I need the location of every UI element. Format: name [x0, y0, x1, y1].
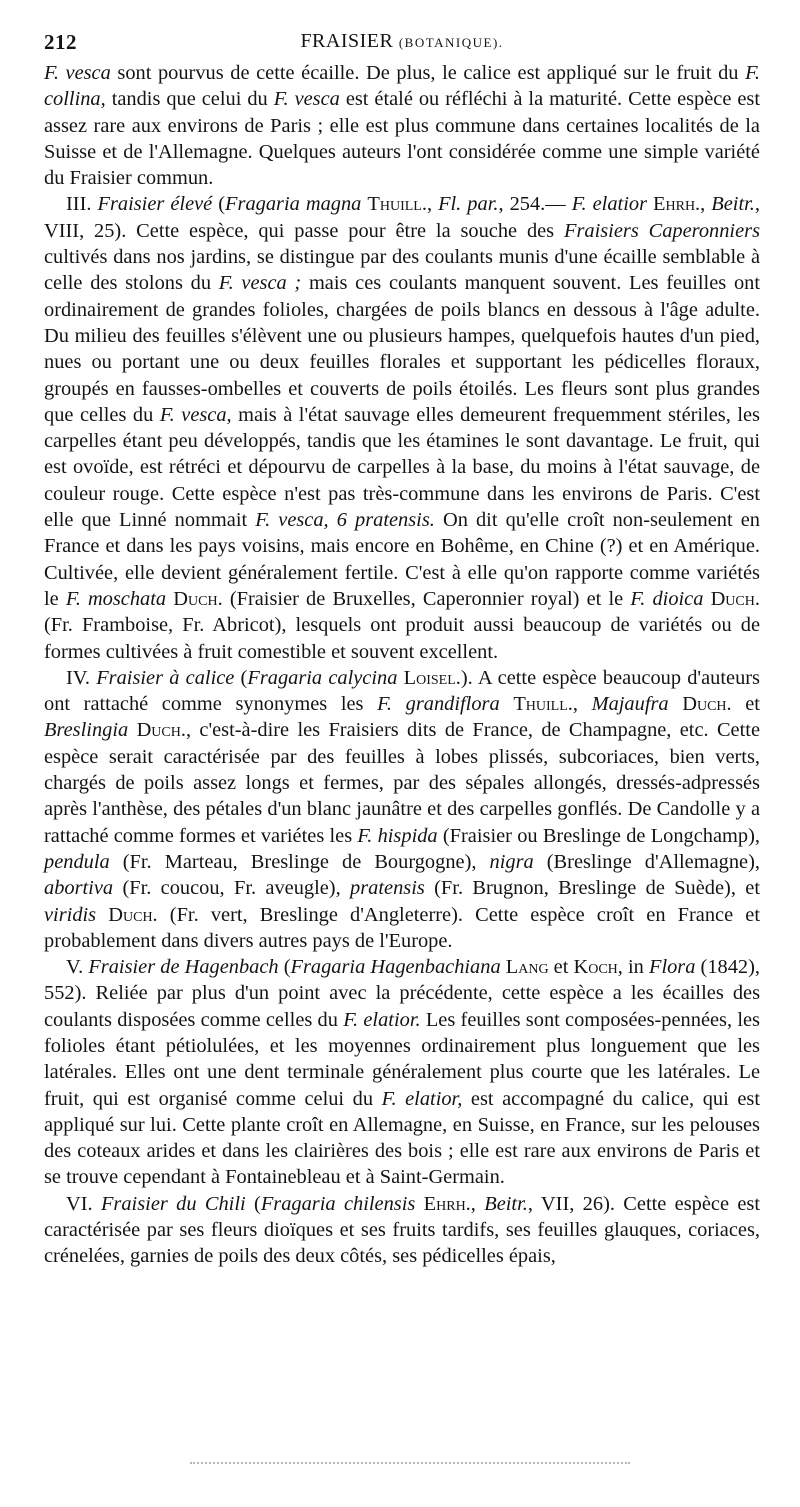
text-run: est accompagné du calice, qui est appliqué sur lui. Cette plante croît en Allemagne, en Suisse, en France, sur les pelouses des coteaux arides et dans les clairières des bois ; elle est rare aux environs de Paris et se trouve cependant à Fontainebleau et à Saint-Germain.: [44, 1087, 760, 1189]
italic-term: Fraisier élevé: [97, 193, 213, 216]
page-number: 212: [44, 30, 77, 54]
body-text: [44, 60, 760, 1270]
author-abbrev: Duch.: [108, 903, 158, 926]
italic-term: Fraisier à calice: [96, 666, 235, 689]
italic-term: F. vesca, 6 pratensis.: [255, 509, 435, 532]
text-run: et: [548, 956, 574, 979]
author-abbrev: Thuill.: [513, 693, 573, 716]
text-run: V.: [66, 956, 89, 979]
author-abbrev: Loisel.: [403, 666, 461, 689]
author-abbrev: Ehrh.: [423, 1192, 471, 1215]
italic-term: F. dioica: [630, 587, 704, 610]
running-title-sub: (BOTANIQUE).: [398, 35, 504, 50]
paragraph-p0-continued: [44, 60, 760, 191]
text-run: cultivés dans nos jardins, se distingue par des coulants munis d'une écaille semblable à celle des stolons du: [44, 246, 760, 295]
italic-term: F. elatior: [571, 193, 648, 216]
text-run: (Breslinge d'Allemagne),: [533, 850, 760, 873]
text-run: ,: [572, 693, 592, 716]
text-run: , 254.—: [498, 193, 572, 216]
italic-term: Fraisier de Hagenbach: [88, 956, 279, 979]
author-abbrev: Duch.: [682, 693, 732, 716]
text-run: , c'est-à-dire les Fraisiers dits de France, de Champagne, etc. Cette espèce serait caractérisée par des feuilles à lobes plissés, subcoriaces, bien verts, chargés de poils assez longs et fermes, par des sépales allongés, dressés-adpressés après l'anthèse, des pétales d'un blanc jaunâtre et des carpelles gonflés. De Candolle y a rattaché comme formes et variétes les: [44, 719, 760, 847]
text-run: ,: [700, 193, 712, 216]
text-run: [669, 693, 683, 715]
text-run: (Fr. Brugnon, Breslinge de Suède), et: [424, 877, 760, 900]
italic-term: F. elatior.: [343, 1008, 421, 1031]
text-run: (Fr. coucou, Fr. aveugle),: [113, 877, 351, 900]
italic-term: Fragaria Hagenbachiana: [290, 956, 501, 979]
text-run: [500, 693, 514, 715]
italic-term: viridis: [44, 903, 97, 926]
italic-term: abortiva: [44, 877, 114, 900]
text-run: (: [245, 1192, 261, 1215]
italic-term: nigra: [489, 850, 534, 873]
italic-term: Fragaria calycina: [247, 666, 398, 689]
text-run: (: [234, 666, 248, 689]
author-abbrev: Duch.: [173, 587, 223, 610]
text-run: [96, 904, 108, 926]
text-run: Les feuilles sont composées-pennées, les folioles étant pétiolulées, et les moyennes ordinairement plus longuement que les latérales. Elles ont une dent terminale généralement plus courte que les latérales. Le fruit, qui est organisé comme celui du: [44, 1008, 760, 1110]
italic-term: F. hispida: [357, 824, 438, 847]
text-run: (Fr. Marteau, Breslinge de Bourgogne),: [109, 850, 490, 873]
italic-term: F. elatior,: [381, 1087, 463, 1110]
text-run: ). A cette espèce beaucoup d'auteurs ont rattaché comme synonymes les: [44, 666, 760, 716]
italic-term: Fl. par.: [438, 193, 499, 216]
italic-term: Breslingia: [44, 719, 129, 742]
running-title-main: FRAISIER: [300, 30, 394, 52]
text-run: [128, 719, 136, 741]
italic-term: Fragaria chilensis: [260, 1192, 416, 1215]
italic-term: pratensis: [350, 877, 425, 900]
italic-term: F. collina,: [44, 62, 760, 111]
running-head: [44, 26, 760, 60]
text-run: et: [731, 693, 760, 716]
text-run: mais à l'état sauvage elles demeurent frequemment stériles, les carpelles étant peu développés, tandis que les étamines le sont davantage. Le fruit, qui est ovoïde, est rétréci et dépourvu de carpelles à la base, du moins à l'état sauvage, de couleur rouge. Cette espèce n'est pas très-commune dans les environs de Paris. C'est elle que Linné nommait: [44, 403, 760, 532]
text-run: VI.: [66, 1192, 101, 1215]
italic-term: Flora: [648, 956, 696, 979]
text-run: , VII, 26). Cette espèce est caractérisée par ses fleurs dioïques et ses fruits tardifs, ses feuilles glauques, coriaces, crénelées, garnies de poils des deux côtés, ses pédicelles épais,: [44, 1192, 761, 1268]
italic-term: F. vesca: [273, 88, 340, 111]
text-run: III.: [66, 193, 98, 216]
italic-term: Fraisiers Caperonniers: [563, 219, 760, 242]
italic-term: Beitr.: [711, 193, 755, 216]
italic-term: Fragaria magna: [225, 193, 362, 216]
text-run: ,: [470, 1192, 485, 1215]
running-title: [44, 30, 760, 53]
author-abbrev: Ehrh.: [653, 193, 701, 216]
italic-term: F. moschata: [65, 587, 167, 610]
paragraph-p-iv: [44, 665, 760, 954]
author-abbrev: Duch.: [710, 587, 760, 610]
text-run: [703, 588, 710, 610]
text-run: (Fraisier ou Breslinge de Longchamp),: [437, 824, 760, 847]
italic-term: pendula: [44, 850, 110, 873]
text-run: [415, 1193, 423, 1215]
author-abbrev: Thuill.: [367, 193, 427, 216]
italic-term: Majaufra: [591, 693, 669, 716]
italic-term: F. grandiflora: [377, 693, 500, 716]
footer-print-marks: [190, 1462, 630, 1466]
text-run: , VIII, 25). Cette espèce, qui passe pour être la souche des: [44, 193, 761, 242]
text-run: (: [278, 956, 291, 979]
paragraph-p-vi: [44, 1191, 760, 1270]
author-abbrev: Lang: [505, 956, 549, 979]
italic-term: F. vesca: [44, 62, 111, 84]
text-run: ,: [426, 193, 439, 216]
text-run: (Fr. vert, Breslinge d'Angleterre). Cette espèce croît en France et probablement dans divers autres pays de l'Europe.: [44, 903, 760, 952]
text-run: IV.: [66, 666, 97, 689]
text-run: (1842), 552). Reliée par plus d'un point avec la précédente, cette espèce a les écailles des coulants disposées comme celles du: [44, 956, 761, 1031]
italic-term: F. vesca ;: [218, 272, 302, 295]
paragraph-p-v: [44, 954, 760, 1191]
text-run: sont pourvus de cette écaille. De plus, le calice est appliqué sur le fruit du: [110, 62, 746, 84]
text-run: , in: [617, 956, 649, 979]
text-run: (Fr. Framboise, Fr. Abricot), lesquels ont produit aussi beaucoup de variétés ou de formes cultivées à fruit comestible et souvent excellent.: [44, 614, 760, 663]
text-run: mais ces coulants manquent souvent. Les feuilles ont ordinairement de grandes folioles, chargées de poils blancs en dessous à l'âge adulte. Du milieu des feuilles s'élèvent une ou plusieurs hampes, quelquefois hautes d'un pied, nues ou portant une ou deux feuilles florales et supportant les pédicelles floraux, groupés en fausses-ombelles et couverts de poils étoilés. Les fleurs sont plus grandes que celles du: [44, 272, 760, 426]
author-abbrev: Koch: [573, 956, 618, 979]
text-run: (Fraisier de Bruxelles, Caperonnier royal) et le: [222, 587, 631, 610]
text-run: tandis que celui du: [105, 88, 274, 111]
italic-term: Beitr.: [484, 1192, 528, 1215]
author-abbrev: Duch.: [136, 719, 186, 742]
text-run: (: [212, 193, 226, 216]
italic-term: Fraisier du Chili: [100, 1192, 246, 1215]
italic-term: F. vesca,: [159, 403, 232, 426]
text-run: On dit qu'elle croît non-seulement en France et dans les pays voisins, mais encore en Bohême, en Chine (?) et en Amérique. Cultivée, elle devient généralement fertile. C'est à elle qu'on rapporte comme variétés le: [44, 509, 760, 610]
text-run: est étalé ou réfléchi à la maturité. Cette espèce est assez rare aux environs de Paris ; elle est plus commune dans certaines localités de la Suisse et de l'Allemagne. Quelques auteurs l'ont considérée comme une simple variété du Fraisier commun.: [44, 88, 761, 190]
paragraph-p-iii: [44, 191, 760, 664]
